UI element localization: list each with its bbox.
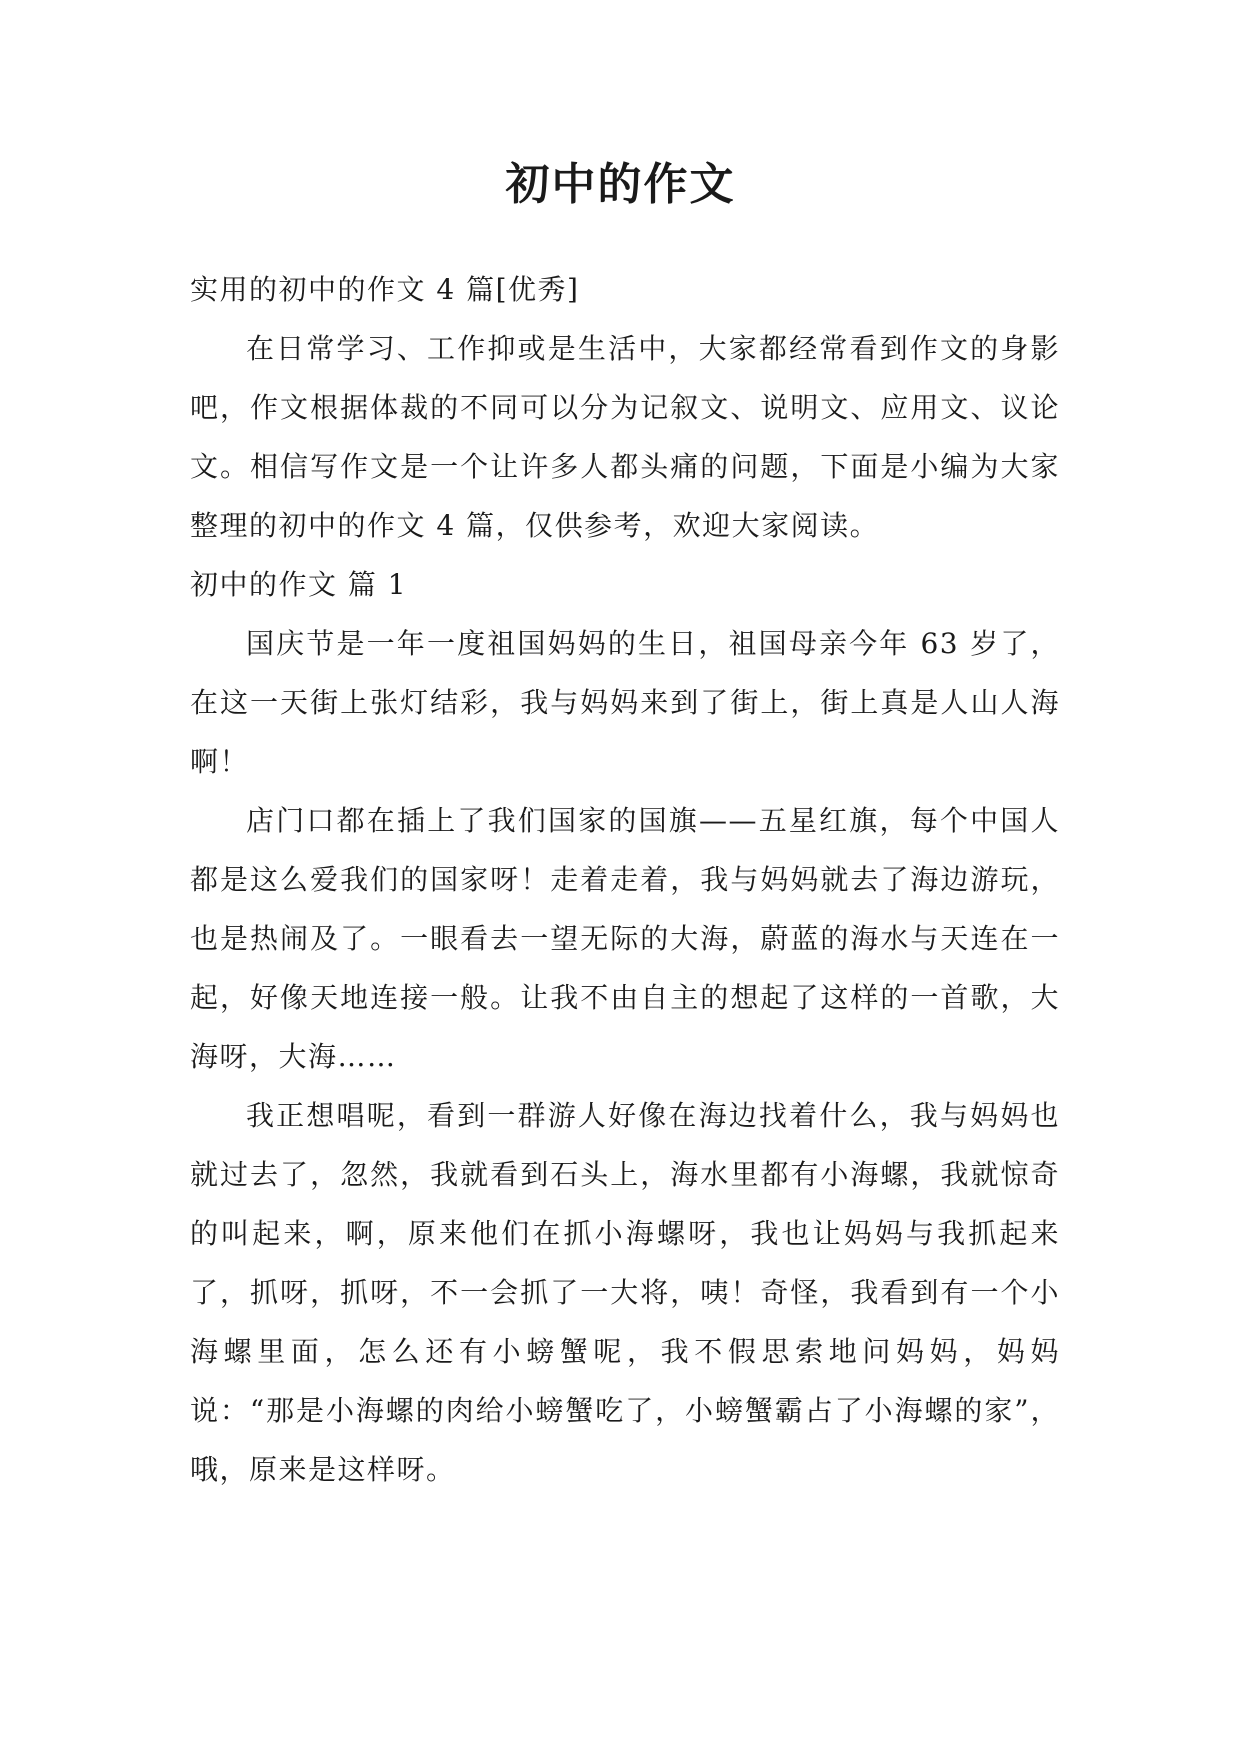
body-paragraph: 国庆节是一年一度祖国妈妈的生日，祖国母亲今年 63 岁了，在这一天街上张灯结彩，我与妈妈来到了街上，街上真是人山人海啊！	[190, 627, 1060, 778]
document-title: 初中的作文	[505, 159, 736, 210]
section-heading: 初中的作文 篇 1	[190, 568, 408, 601]
body-paragraph: 店门口都在插上了我们国家的国旗——五星红旗，每个中国人都是这么爱我们的国家呀！走着走着，我与妈妈就去了海边游玩，也是热闹及了。一眼看去一望无际的大海，蔚蓝的海水与天连在一起，好像天地连接一般。让我不由自主的想起了这样的一首歌，大海呀，大海……	[190, 804, 1060, 1073]
document-subtitle: 实用的初中的作文 4 篇[优秀]	[190, 273, 580, 306]
body-paragraph: 我正想唱呢，看到一群游人好像在海边找着什么，我与妈妈也就过去了，忽然，我就看到石头上，海水里都有小海螺，我就惊奇的叫起来，啊，原来他们在抓小海螺呀，我也让妈妈与我抓起来了，抓呀，抓呀，不一会抓了一大将，咦！奇怪，我看到有一个小海螺里面，怎么还有小螃蟹呢，我不假思索地问妈妈，妈妈说：“那是小海螺的肉给小螃蟹吃了，小螃蟹霸占了小海螺的家”，哦，原来是这样呀。	[190, 1099, 1060, 1486]
intro-paragraph: 在日常学习、工作抑或是生活中，大家都经常看到作文的身影吧，作文根据体裁的不同可以分为记叙文、说明文、应用文、议论文。相信写作文是一个让许多人都头痛的问题，下面是小编为大家整理的初中的作文 4 篇，仅供参考，欢迎大家阅读。	[190, 332, 1060, 542]
document-body	[190, 260, 1060, 1499]
